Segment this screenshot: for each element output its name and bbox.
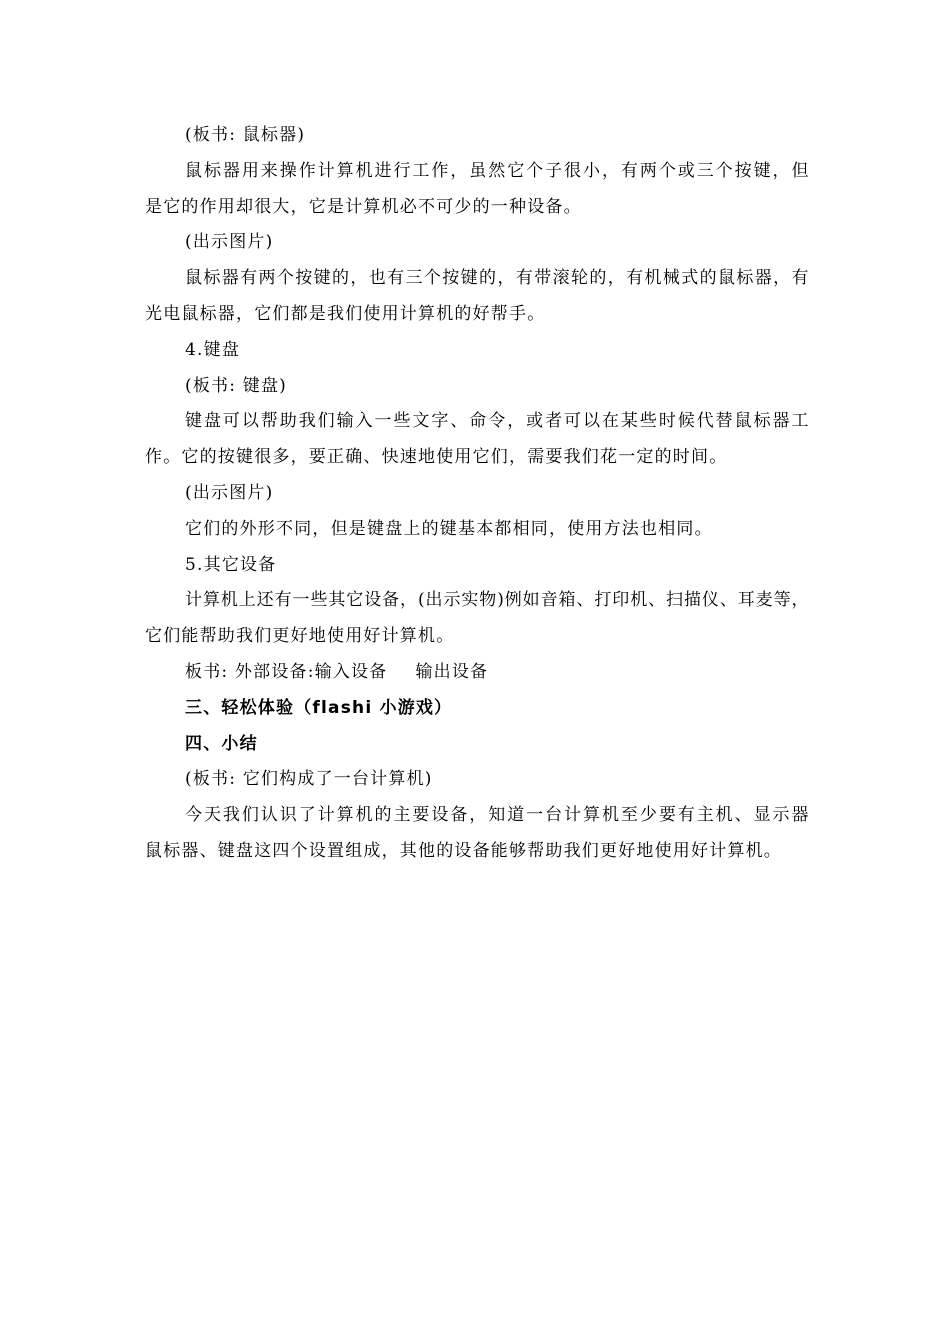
board-note-mouse: (板书: 鼠标器) (185, 125, 306, 145)
paragraph-mouse-intro-line1: 鼠标器用来操作计算机进行工作，虽然它个子很小，有两个或三个按键，但 (185, 160, 809, 181)
document-body (145, 118, 809, 870)
paragraph-other-devices-line1: 计算机上还有一些其它设备，(出示实物)例如音箱、打印机、扫描仪、耳麦等， (185, 590, 809, 611)
show-picture-note-1: (出示图片) (185, 232, 274, 253)
board-note-input-devices: 板书: 外部设备:输入设备 (185, 661, 388, 682)
paragraph-summary-line2: 鼠标器、键盘这四个设置组成，其他的设备能够帮助我们更好地使用好计算机。 (145, 840, 782, 861)
paragraph-keyboard-line1: 键盘可以帮助我们输入一些文字、命令，或者可以在某些时候代替鼠标器工 (185, 411, 809, 432)
paragraph-other-devices-line2: 它们能帮助我们更好地使用好计算机。 (145, 626, 455, 647)
paragraph-mouse-types-line2: 光电鼠标器，它们都是我们使用计算机的好帮手。 (145, 303, 546, 324)
board-note-summary: (板书: 它们构成了一台计算机) (185, 769, 433, 790)
paragraph-summary-line1: 今天我们认识了计算机的主要设备，知道一台计算机至少要有主机、显示器 (185, 805, 809, 826)
board-note-external-devices (145, 655, 809, 691)
paragraph-keyboard-line2: 作。它的按键很多，要正确、快速地使用它们，需要我们花一定的时间。 (145, 447, 728, 468)
section-heading-experience: 三、轻松体验（flashi 小游戏） (185, 697, 453, 718)
paragraph-mouse-types-line1: 鼠标器有两个按键的，也有三个按键的，有带滚轮的，有机械式的鼠标器，有 (185, 268, 809, 289)
paragraph-keyboard-shape: 它们的外形不同，但是键盘上的键基本都相同，使用方法也相同。 (185, 518, 713, 539)
board-note-keyboard: (板书: 键盘) (185, 375, 287, 396)
show-picture-note-2: (出示图片) (185, 482, 274, 503)
paragraph-mouse-intro-line2: 是它的作用却很大，它是计算机必不可少的一种设备。 (145, 196, 582, 217)
heading-keyboard: 4.键盘 (185, 339, 241, 360)
board-note-output-devices: 输出设备 (415, 661, 489, 682)
section-heading-summary: 四、小结 (185, 733, 258, 754)
heading-other-devices: 5.其它设备 (185, 554, 277, 575)
